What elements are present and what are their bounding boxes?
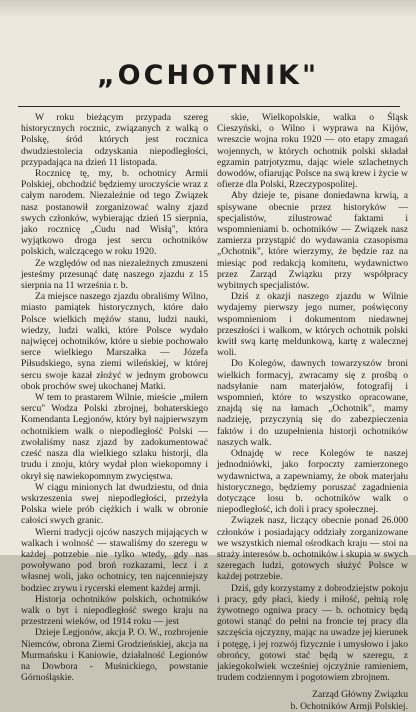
page-title: „OCHOTNIK" bbox=[96, 60, 320, 91]
paragraph: Związek nasz, liczący obecnie ponad 26.000 członków i posiadający oddziały zorganizowane we wszystkich niemal ośrodkach kraju — stoi na straży interesów b. ochotników i skupia w swych szeregach ludzi, gotowych służyć Polsce w każdej potrzebie. bbox=[217, 515, 408, 583]
signature-block bbox=[217, 689, 408, 711]
paragraph: Do Kolegów, dawnych towarzyszów broni wielkich formacyj, zwracamy się z prośbą o nadsyłanie nam materjałów, fotografij i wspomnień, które to wszystko opracowane, znajdą się na łamach „Ochotnik", mamy nadzieję, przyczynią się do zabezpieczenia faktów i do uzupełnienia historji ochotników naszych walk. bbox=[217, 358, 408, 448]
paragraph: W ciągu minionych lat dwudziestu, od dnia wskrzeszenia swej niepodległości, przeżyła Polska wiele prób ciężkich i walk w obronie całości swych granic. bbox=[21, 481, 208, 527]
paragraph: Aby dzieje te, pisane doniedawna krwią, a spisywane obecnie przez historyków — specjalistów, zilustrować faktami i wspomnieniami b. ochotników — Związek nasz zamierza przystąpić do wydawania czasopisma „Ochotnik", które wierzymy, że będzie raz na miesiąc pod redakcją komitetu, wydawnictwo przez Zarząd Związku przy współpracy wybitnych specjalistów. bbox=[217, 190, 408, 292]
title-divider bbox=[18, 106, 400, 107]
paragraph: Wierni tradycji ojców naszych mijających w walkach i wolność — stawaliśmy do szeregu w każdej potrzebie nie tylko wtedy, gdy nas powoływano pod broń rozkazami, lecz i z własnej woli, jako ochotnicy, ten najcenniejszy bodziec zrywu i rycerski element każdej armji. bbox=[21, 526, 208, 594]
paragraph: skie, Wielkopolskie, walka o Śląsk Cieszyński, o Wilno i wyprawa na Kijów, wreszcie wojna roku 1920 — oto etapy zmagań wojennych, w których ochotnik polski składał egzamin patrjotyzmu, dając wiele szlachetnych dowodów, ofiarując Polsce na swą krew i życie w ofierze dla Polski, Rzeczypospolitej. bbox=[217, 112, 408, 191]
signature-line1: Zarząd Główny Związku bbox=[312, 689, 408, 701]
paragraph: Odnajdę w rece Kolegów te naszej jednodniówki, jako forpoczty zamierzonego wydawnictwa, a zapewniamy, że obok materjału historycznego, będziemy poruszać zagadnienia dotyczące losu b. ochotników walk o niepodległość, ich doli i pracy społecznej. bbox=[217, 448, 408, 516]
page-edge-shadow bbox=[0, 0, 416, 18]
paragraph: Dziś, gdy korzystamy z dobrodziejstw pokoju i pracy, gdy płaci, kiedy i miłość, pełnią rolę żywotnego ogniwa pracy — b. ochotnicy będą gotowi stanąć do pełni na froncie tej pracy dla szczęścia ojczyzny, mając na uwadze jej kierunek i potęgę, i jej rozwój fizycznie i umysłowo i jako obrońcy, gotowi stać będą w szeregu, z jakiegokolwiek wcześniej ojczyźnie ramieniem, trudem codziennym i pogotowiem zbrojnem. bbox=[217, 582, 408, 684]
left-column bbox=[21, 112, 208, 684]
paragraph: Dziś z okazji naszego zjazdu w Wilnie wydajemy pierwszy jego numer, poświęcony wspomnieniom i dokumentom niedawnej przeszłości i walkom, w których ochotnik polski kwitł swą kartę meldunkową, kartę z walecznej woli. bbox=[217, 291, 408, 359]
right-column bbox=[217, 112, 408, 712]
paragraph: Za miejsce naszego zjazdu obraliśmy Wilno, miasto pamiątek historycznych, które dało Polsce wielkich mężów stanu, ludzi nauki, wiedzy, ludzi walki, które Polsce wydało najwięcej ochotników, które u siebie pochowało serce wielkiego Marszałka — Józefa Piłsudskiego, syna ziemi wileńskiej, w której sercu swoje kazał złożyć w jednym grobowcu obok prochów swej ukochanej Matki. bbox=[21, 291, 208, 392]
signature-line2: b. Ochotników Armji Polskiej. bbox=[290, 700, 408, 712]
paragraph: W tem to prastarem Wilnie, mieście „miłem sercu" Wodza Polski zbrojnej, bohaterskiego Komendanta Legjonów, który był najpierwszym ochotnikiem walk o niepodległość Polski — zwołaliśmy nasz zjazd by zadokumentować cześć nasza dla wielkiego szlaku historji, dla trudu i znoju, który wydał plon wiekopomny i okrył się nawiekopomnym zwycięstwa. bbox=[21, 392, 208, 482]
paragraph: Dzieje Legjonów, akcja P. O. W., rozbrojenie Niemców, obrona Ziemi Grodzieńskiej, akcja na Murmańsku i Kaniowie, działalność Legionów na Dowbora - Muśnickiego, powstanie Górnośląskie. bbox=[21, 627, 208, 684]
paragraph: Ze względów od nas niezależnych zmuszeni jesteśmy przesunąć datę naszego zjazdu z 15 sierpnia na 11 września r. b. bbox=[21, 257, 208, 292]
paragraph: Historja ochotników polskich, ochotników walk o byt i niepodległość swego kraju na przestrzeni wieków, od 1914 roku — jest bbox=[21, 593, 208, 628]
paragraph: Rocznicę tę, my, b. ochotnicy Armii Polskiej, obchodzić będziemy uroczyście wraz z całym narodem. Niezależnie od tego Związek nasz postanowił zorganizować walny zjazd swych członków, wybierając dzień 15 sierpnia, jako rocznicę „Cudu nad Wisłą", która wyjątkowo droga jest sercu ochotników polskich, walczącego w roku 1920. bbox=[21, 168, 208, 258]
paragraph: W roku bieżącym przypada szereg historycznych rocznic, związanych z walką o Polskę, śród których jest rocznica dwudziestolecia odzyskania niepodległości, przypadająca na dzień 11 listopada. bbox=[21, 112, 208, 168]
